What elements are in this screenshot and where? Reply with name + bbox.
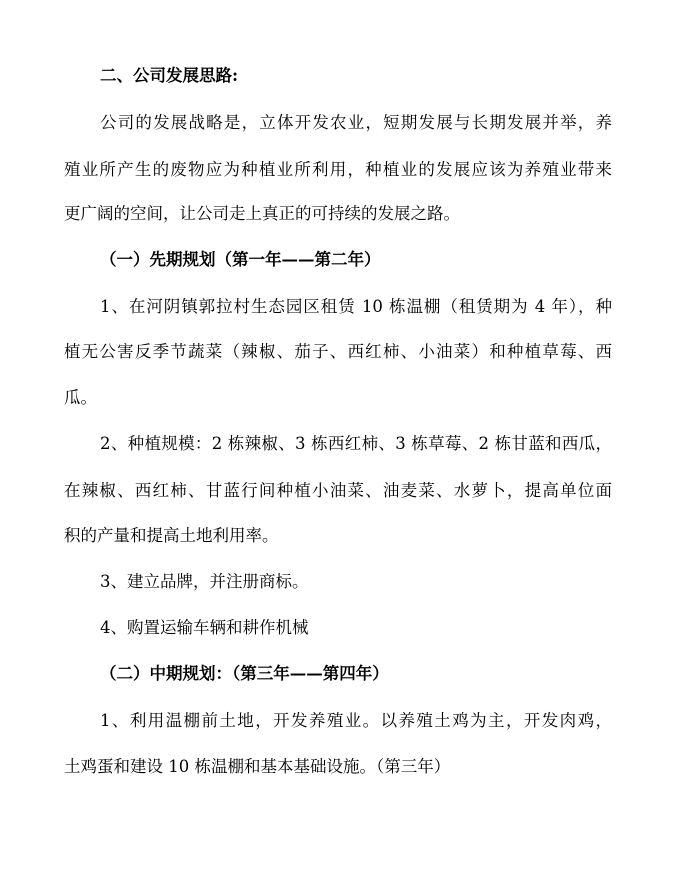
- section1-item2-line-3: 积的产量和提高土地利用率。: [64, 526, 279, 545]
- section2-title: （二）中期规划：（第三年——第四年）: [100, 664, 389, 683]
- intro-line-1: 公司的发展战略是，立体开发农业，短期发展与长期发展并举，养: [100, 113, 612, 132]
- intro-line-2: 殖业所产生的废物应为种植业所利用，种植业的发展应该为养殖业带来: [64, 160, 612, 179]
- section1-title: （一）先期规划（第一年——第二年）: [100, 250, 381, 269]
- section1-item1-line-1: 1、在河阴镇郭拉村生态园区租赁 10 栋温棚（租赁期为 4 年），种: [100, 297, 612, 316]
- section-heading: 二、公司发展思路:: [100, 66, 239, 85]
- section1-item1-line-3: 瓜。: [64, 388, 97, 407]
- intro-line-3: 更广阔的空间，让公司走上真正的可持续的发展之路。: [64, 204, 460, 223]
- section1-item4: 4、购置运输车辆和耕作机械: [100, 618, 309, 637]
- section2-item1-line-2: 土鸡蛋和建设 10 栋温棚和基本基础设施。（第三年）: [64, 757, 451, 776]
- section1-item2-line-1: 2、种植规模：2 栋辣椒、3 栋西红柿、3 栋草莓、2 栋甘蓝和西瓜，: [100, 434, 612, 453]
- section1-item3: 3、建立品牌，并注册商标。: [100, 572, 309, 591]
- section1-item1-line-2: 植无公害反季节蔬菜（辣椒、茄子、西红柿、小油菜）和种植草莓、西: [64, 342, 612, 361]
- section2-item1-line-1: 1、利用温棚前土地，开发养殖业。以养殖土鸡为主，开发肉鸡，: [100, 711, 612, 730]
- section1-item2-line-2: 在辣椒、西红柿、甘蓝行间种植小油菜、油麦菜、水萝卜，提高单位面: [64, 481, 612, 500]
